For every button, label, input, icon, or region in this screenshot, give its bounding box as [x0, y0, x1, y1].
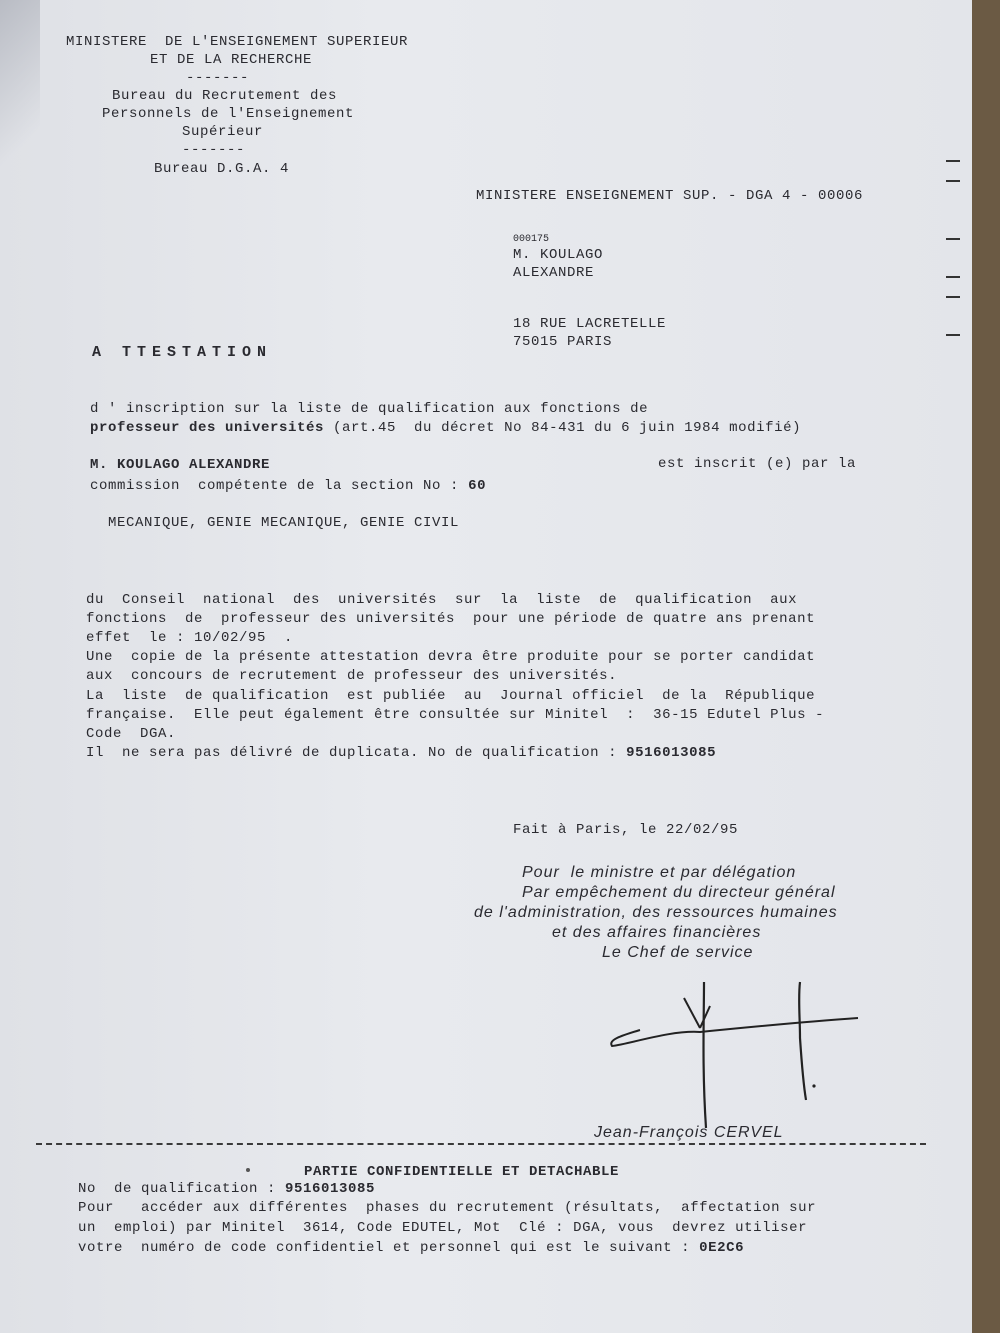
detachable-line2: un emploi) par Minitel 3614, Code EDUTEL, Mot Clé : DGA, vous devrez utiliser [78, 1220, 808, 1236]
discipline: MECANIQUE, GENIE MECANIQUE, GENIE CIVIL [108, 515, 460, 531]
delegation-line1: Pour le ministre et par délégation [522, 864, 797, 881]
punch-dot [246, 1168, 250, 1172]
ministry-line1: MINISTERE DE L'ENSEIGNEMENT SUPERIEUR [66, 34, 409, 50]
body-line8: Code DGA. [86, 726, 177, 742]
body-line7: française. Elle peut également être consultée sur Minitel : 36-15 Edutel Plus - [86, 707, 825, 723]
detachable-qual-label: No de qualification : [78, 1181, 286, 1197]
body-line6: La liste de qualification est publiée au Journal officiel de la République [86, 688, 816, 704]
duplicata-text: Il ne sera pas délivré de duplicata. No de qualification : [86, 745, 627, 761]
delegation-line3: de l'administration, des ressources humaines [474, 904, 838, 921]
intro-line2 [90, 420, 801, 436]
bureau-code: Bureau D.G.A. 4 [154, 161, 290, 177]
margin-tick [946, 334, 960, 336]
margin-tick [946, 180, 960, 182]
bureau-line3: Supérieur [182, 124, 264, 140]
detachable-code-text: votre numéro de code confidentiel et personnel qui est le suivant : [78, 1240, 700, 1256]
signatory-name: Jean-François CERVEL [594, 1124, 784, 1141]
commission-text: commission compétente de la section No : [90, 478, 469, 494]
bureau-line1: Bureau du Recrutement des [112, 88, 338, 104]
margin-tick [946, 238, 960, 240]
header-separator: ------- [182, 142, 246, 158]
qualification-number: 9516013085 [626, 745, 717, 761]
detachable-line1: Pour accéder aux différentes phases du recrutement (résultats, affectation sur [78, 1200, 817, 1216]
detachable-qual-number: 9516013085 [285, 1181, 376, 1197]
recipient-name-line1: M. KOULAGO [513, 247, 604, 263]
candidate-name: M. KOULAGO ALEXANDRE [90, 457, 271, 473]
detach-line [36, 1143, 926, 1145]
margin-tick [946, 276, 960, 278]
reference-line: MINISTERE ENSEIGNEMENT SUP. - DGA 4 - 00006 [476, 188, 864, 204]
registered-text: est inscrit (e) par la [658, 456, 857, 472]
bureau-line2: Personnels de l'Enseignement [102, 106, 355, 122]
delegation-line5: Le Chef de service [602, 944, 754, 961]
section-number: 60 [468, 478, 487, 494]
body-line9 [86, 745, 716, 761]
detachable-line3 [78, 1240, 744, 1256]
body-line2: fonctions de professeur des universités pour une période de quatre ans prenant [86, 611, 816, 627]
body-line4: Une copie de la présente attestation devra être produite pour se porter candidat [86, 649, 816, 665]
margin-tick [946, 160, 960, 162]
page-fold-shadow [0, 0, 40, 200]
recipient-address-line2: 75015 PARIS [513, 334, 613, 350]
recipient-address-line1: 18 RUE LACRETELLE [513, 316, 667, 332]
intro-highlight: professeur des universités [90, 420, 325, 436]
handwritten-signature-icon [600, 978, 870, 1128]
margin-tick [946, 296, 960, 298]
body-line5: aux concours de recrutement de professeur des universités. [86, 668, 618, 684]
intro-line1: d ' inscription sur la liste de qualification aux fonctions de [90, 401, 649, 417]
place-date: Fait à Paris, le 22/02/95 [513, 822, 739, 838]
detachable-qual-line [78, 1181, 375, 1197]
intro-decree: (art.45 du décret No 84-431 du 6 juin 1984 modifié) [324, 420, 802, 436]
delegation-line4: et des affaires financières [552, 924, 762, 941]
document-title: A TTESTATION [92, 344, 273, 361]
recipient-name-line2: ALEXANDRE [513, 265, 595, 281]
header-separator: ------- [186, 70, 250, 86]
recipient-code: 000175 [513, 234, 550, 245]
body-line1: du Conseil national des universités sur la liste de qualification aux [86, 592, 798, 608]
commission-line [90, 478, 486, 494]
ministry-line2: ET DE LA RECHERCHE [150, 52, 313, 68]
delegation-line2: Par empêchement du directeur général [522, 884, 836, 901]
confidential-code: 0E2C6 [699, 1240, 745, 1256]
detachable-heading: PARTIE CONFIDENTIELLE ET DETACHABLE [304, 1164, 620, 1180]
body-line3: effet le : 10/02/95 . [86, 630, 294, 646]
